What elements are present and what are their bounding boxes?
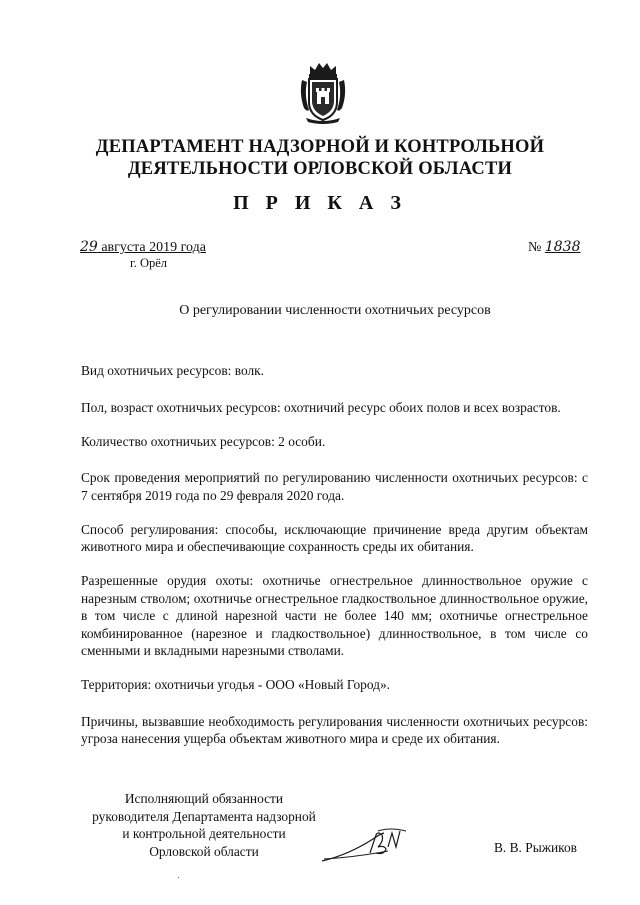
paragraph-weapons: Разрешенные орудия охоты: охотничье огнестрельное длинноствольное оружие с нарезным стволом; охотничье огнестрельное гладкоствольное длинноствольное оружие, в том числе с длиной нарезной части не более 140 мм; охотничье огнестрельное комбинированное (нарезное и гладкоствольное) длинноствольное, в том числе со сменными и вкладными нарезными стволами. <box>81 573 588 658</box>
order-number-prefix: № <box>528 240 542 255</box>
handwritten-signature <box>318 825 414 865</box>
department-name-line2: ДЕЯТЕЛЬНОСТИ ОРЛОВСКОЙ ОБЛАСТИ <box>127 159 513 179</box>
signer-title <box>78 790 330 860</box>
order-city: г. Орёл <box>130 256 168 270</box>
document-type-title: П Р И К А З <box>233 192 407 214</box>
paragraph-reasons: Причины, вызвавшие необходимость регулирования численности охотничьих ресурсов: угроза нанесения ущерба объектам животного мира и среде их обитания. <box>81 713 588 746</box>
paragraph-sex-age: Пол, возраст охотничьих ресурсов: охотничий ресурс обоих полов и всех возрастов. <box>81 399 561 415</box>
order-number <box>528 239 581 256</box>
paragraph-quantity: Количество охотничьих ресурсов: 2 особи. <box>81 433 326 449</box>
paragraph-species: Вид охотничьих ресурсов: волк. <box>81 363 265 378</box>
order-date <box>80 239 206 256</box>
order-body <box>81 362 588 764</box>
scan-speck <box>178 877 179 878</box>
coat-of-arms-emblem <box>298 60 348 124</box>
paragraph-period: Срок проведения мероприятий по регулированию численности охотничьих ресурсов: с 7 сентября 2019 года по 29 февраля 2020 года. <box>81 470 588 503</box>
order-date-underlined <box>80 240 206 255</box>
paragraph-territory: Территория: охотничьи угодья - ООО «Новый Город». <box>81 677 391 692</box>
order-date-day: 29 <box>80 239 98 255</box>
signer-title-line1: Исполняющий обязанности <box>124 791 284 806</box>
department-name-line1: ДЕПАРТАМЕНТ НАДЗОРНОЙ И КОНТРОЛЬНОЙ <box>95 137 545 157</box>
signer-title-line2: руководителя Департамента надзорной <box>92 808 316 824</box>
paragraph-method: Способ регулирования: способы, исключающие причинение вреда другим объектам животного мира и обеспечивающие сохранность среды их обитания. <box>81 521 588 554</box>
signer-title-line4: Орловской области <box>149 843 259 859</box>
signer-name: В. В. Рыжиков <box>494 840 577 855</box>
department-name <box>0 136 640 180</box>
order-date-month-year: августа 2019 года <box>101 240 206 255</box>
order-number-value: 1838 <box>544 239 581 255</box>
signer-title-line3: и контрольной деятельности <box>122 826 286 841</box>
order-subject: О регулировании численности охотничьих ресурсов <box>179 303 491 318</box>
